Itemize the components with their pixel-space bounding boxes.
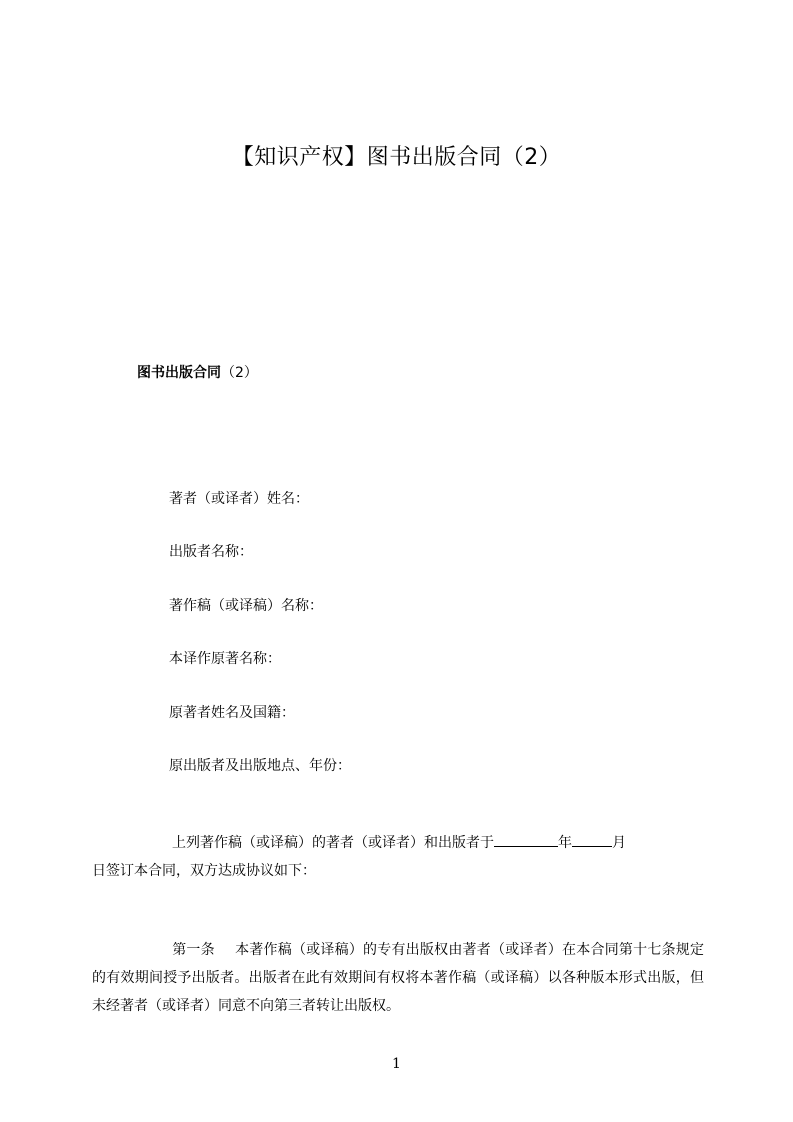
intro-text-part2: 日签订本合同，双方达成协议如下： (92, 863, 316, 879)
intro-year-label: 年 (558, 835, 572, 851)
intro-text-part1: 上列著作稿（或译稿）的著者（或译者）和出版者于 (172, 835, 494, 851)
month-blank (572, 832, 612, 847)
field-original-publisher: 原出版者及出版地点、年份： (169, 758, 351, 774)
document-title: 【知识产权】图书出版合同（2） (231, 145, 562, 170)
field-manuscript-name: 著作稿（或译稿）名称： (169, 598, 323, 614)
field-author-name: 著者（或译者）姓名： (169, 491, 309, 507)
intro-paragraph (92, 829, 704, 885)
article-1-label: 第一条 (172, 942, 215, 958)
contract-subtitle (137, 362, 258, 382)
intro-month-label: 月 (612, 835, 626, 851)
article-1-text: 本著作稿（或译稿）的专有出版权由著者（或译者）在本合同第十七条规定的有效期间授予出版者。出版者在此有效期间有权将本著作稿（或译稿）以各种版本形式出版，但未经著者（或译者）同意不向第三者转让出版权。 (92, 942, 705, 1014)
article-1-paragraph (92, 936, 704, 1020)
subtitle-number-text: （2） (221, 365, 258, 381)
subtitle-bold-text: 图书出版合同 (137, 365, 221, 381)
field-original-author: 原著者姓名及国籍： (169, 705, 295, 721)
field-original-title: 本译作原著名称： (169, 651, 281, 667)
field-publisher-name: 出版者名称： (169, 544, 253, 560)
page-number: 1 (392, 1056, 401, 1072)
year-blank (494, 832, 558, 847)
